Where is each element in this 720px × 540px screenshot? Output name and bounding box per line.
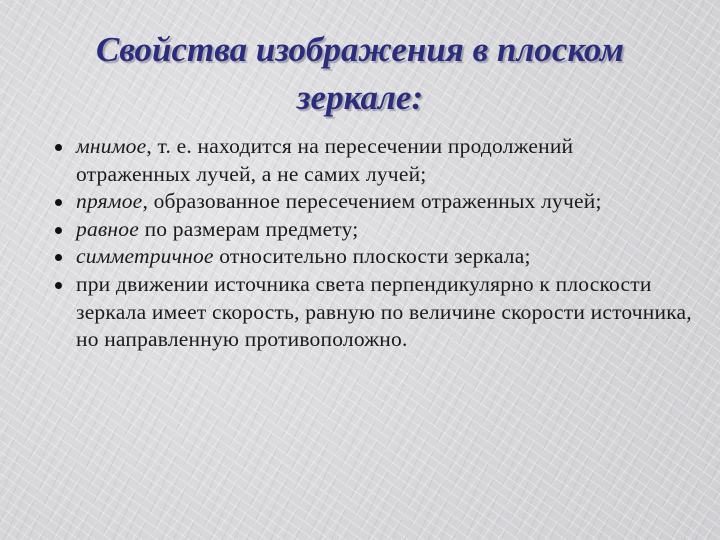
bullet-item-equal-size (52, 216, 692, 244)
bullet-term: мнимое (76, 134, 147, 158)
bullet-dot-icon (55, 199, 62, 206)
bullet-text: , образованное пересечением отраженных лучей; (142, 189, 602, 214)
title-line-2: зеркале: (296, 78, 424, 117)
bullet-term: равное (76, 216, 139, 241)
bullet-item-upright (52, 188, 692, 216)
bullet-list (52, 133, 692, 354)
bullet-text: относительно плоскости зеркала; (213, 244, 531, 269)
bullet-dot-icon (55, 282, 62, 289)
bullet-text: при движении источника света перпендикулярно к плоскости зеркала имеет скорость, равную по величине скорости источника, но направленную противоположно. (76, 271, 692, 352)
title-line-1: Свойства изображения в плоском (96, 30, 624, 69)
bullet-dot-icon (55, 144, 62, 151)
bullet-item-symmetric (52, 243, 692, 271)
bullet-dot-icon (55, 227, 62, 234)
slide-title (40, 26, 680, 122)
bullet-term: симметричное (76, 244, 214, 269)
bullet-text: , т. е. находится на пересечении продолжений отраженных лучей, а не самих лучей; (76, 134, 574, 186)
bullet-dot-icon (55, 254, 62, 261)
bullet-term: прямое (76, 189, 143, 214)
bullet-item-velocity (52, 271, 692, 354)
bullet-text: по размерам предмету; (139, 216, 359, 241)
bullet-item-imaginary (52, 133, 692, 188)
